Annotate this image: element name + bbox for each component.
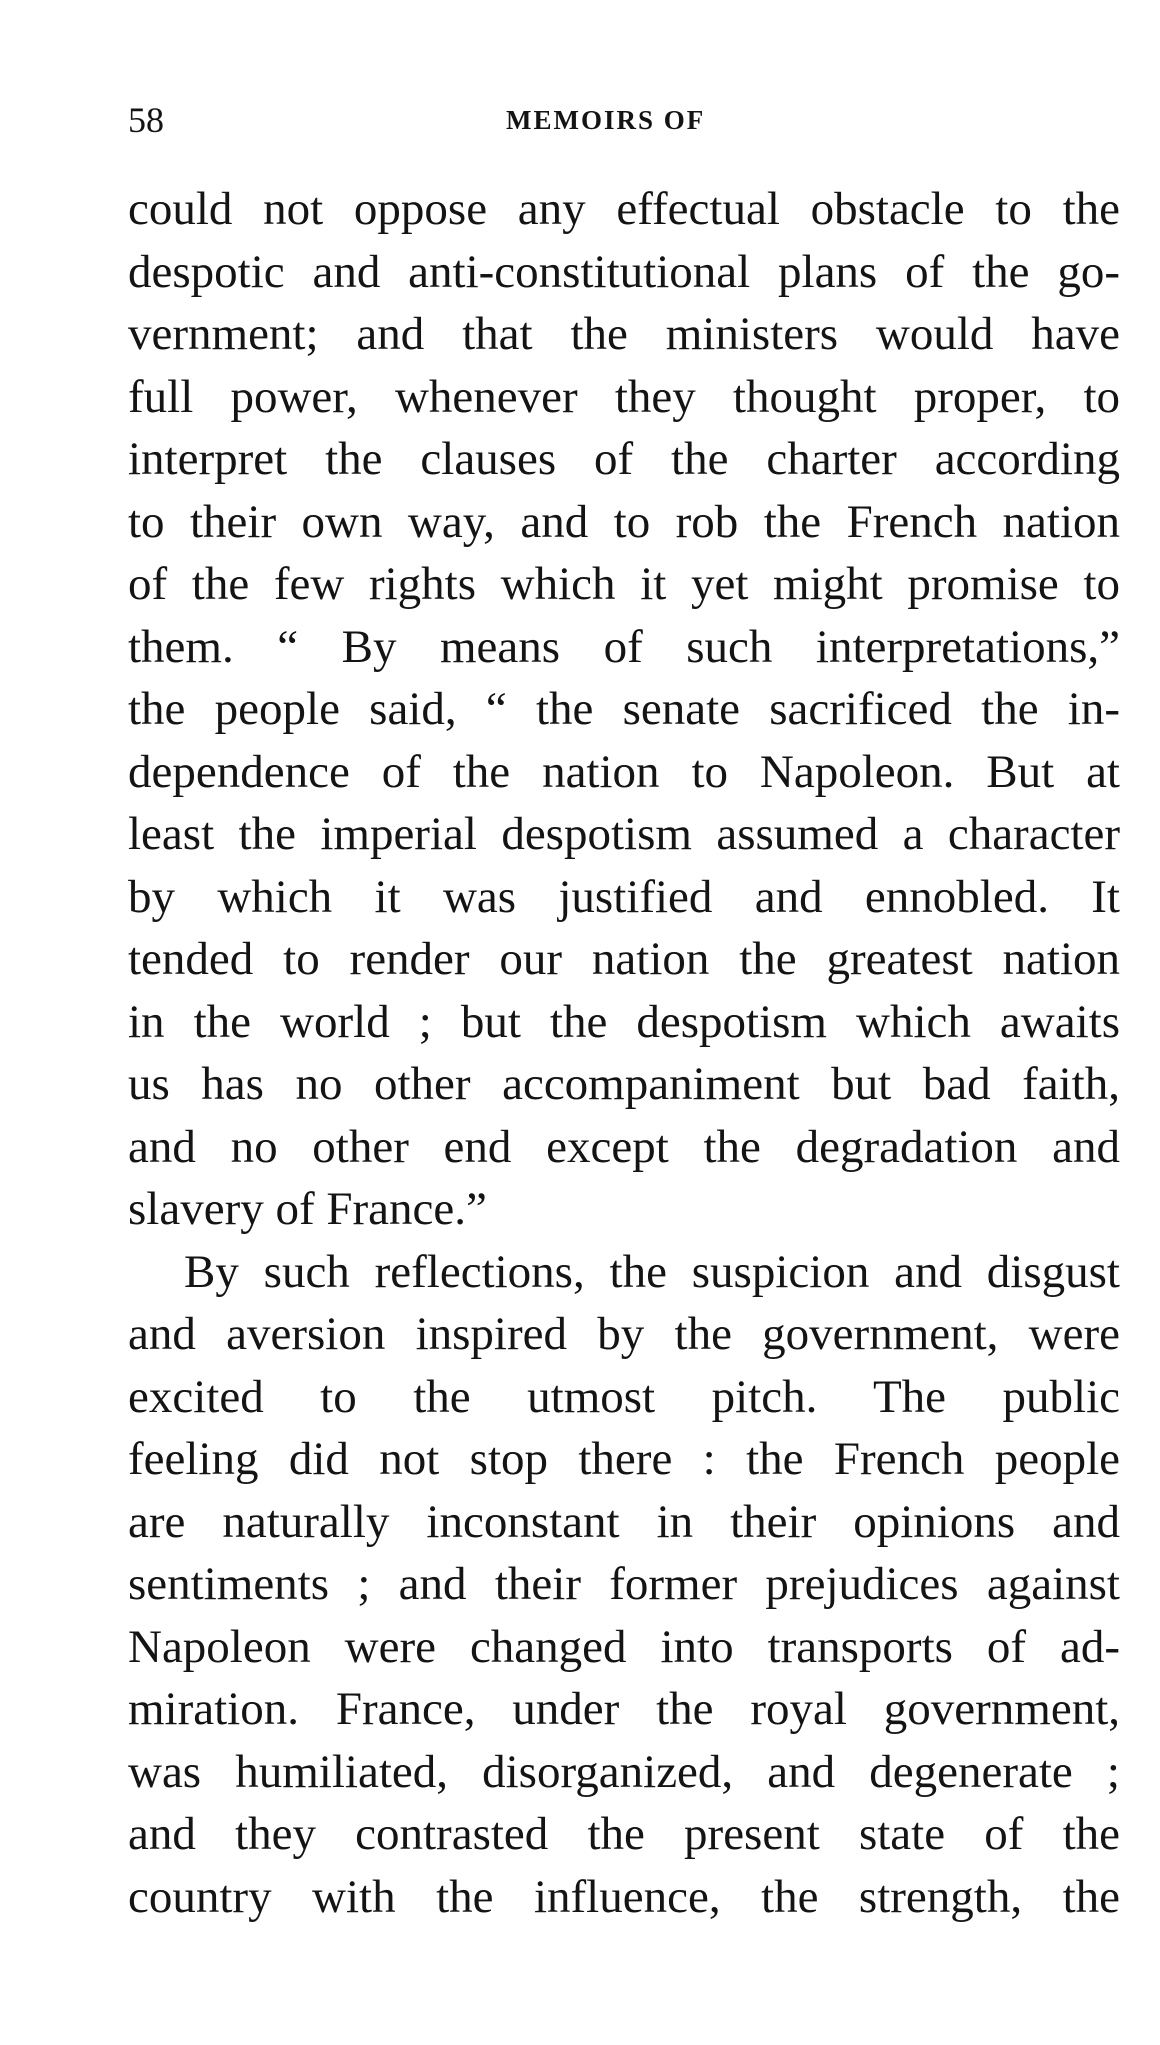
text-line: miration. France, under the royal government,	[128, 1683, 1120, 1735]
text-line: of the few rights which it yet might promise to	[128, 558, 1120, 610]
text-line: sentiments ; and their former prejudices against	[128, 1558, 1120, 1610]
text-line: interpret the clauses of the charter according	[128, 433, 1120, 485]
text-line: country with the influence, the strength, the	[128, 1870, 1120, 1923]
paragraph-2	[128, 1241, 1120, 1929]
text-line: and aversion inspired by the government, were	[128, 1308, 1120, 1360]
text-line: Napoleon were changed into transports of ad-	[128, 1620, 1120, 1673]
text-line: and no other end except the degradation and	[128, 1120, 1120, 1173]
text-line: was humiliated, disorganized, and degenerate ;	[128, 1745, 1120, 1798]
text-line: tended to render our nation the greatest nation	[128, 933, 1120, 985]
text-line: are naturally inconstant in their opinions and	[128, 1495, 1120, 1548]
text-line: dependence of the nation to Napoleon. But at	[128, 745, 1120, 798]
text-line: us has no other accompaniment but bad faith,	[128, 1058, 1120, 1110]
text-line: despotic and anti-constitutional plans of the go-	[128, 245, 1120, 298]
text-line: could not oppose any effectual obstacle to the	[128, 183, 1120, 235]
text-line: excited to the utmost pitch. The public	[128, 1370, 1120, 1423]
text-line: feeling did not stop there : the French people	[128, 1433, 1120, 1485]
text-line: the people said, “ the senate sacrificed the in-	[128, 683, 1120, 735]
page-number: 58	[128, 100, 164, 140]
text-line: and they contrasted the present state of the	[128, 1808, 1120, 1860]
text-line: By such reflections, the suspicion and disgust	[184, 1245, 1120, 1298]
text-line: slavery of France.”	[128, 1183, 487, 1235]
body-text	[128, 178, 1120, 1928]
text-line: least the imperial despotism assumed a character	[128, 808, 1120, 860]
text-line: to their own way, and to rob the French nation	[128, 495, 1120, 548]
text-line: vernment; and that the ministers would have	[128, 308, 1120, 360]
text-line: them. “ By means of such interpretations,”	[128, 620, 1120, 673]
running-title: MEMOIRS OF	[506, 105, 706, 135]
paragraph-1	[128, 178, 1120, 1241]
text-line: full power, whenever they thought proper, to	[128, 370, 1120, 423]
text-line: in the world ; but the despotism which awaits	[128, 995, 1120, 1048]
running-head	[128, 100, 1118, 140]
text-line: by which it was justified and ennobled. It	[128, 870, 1120, 923]
